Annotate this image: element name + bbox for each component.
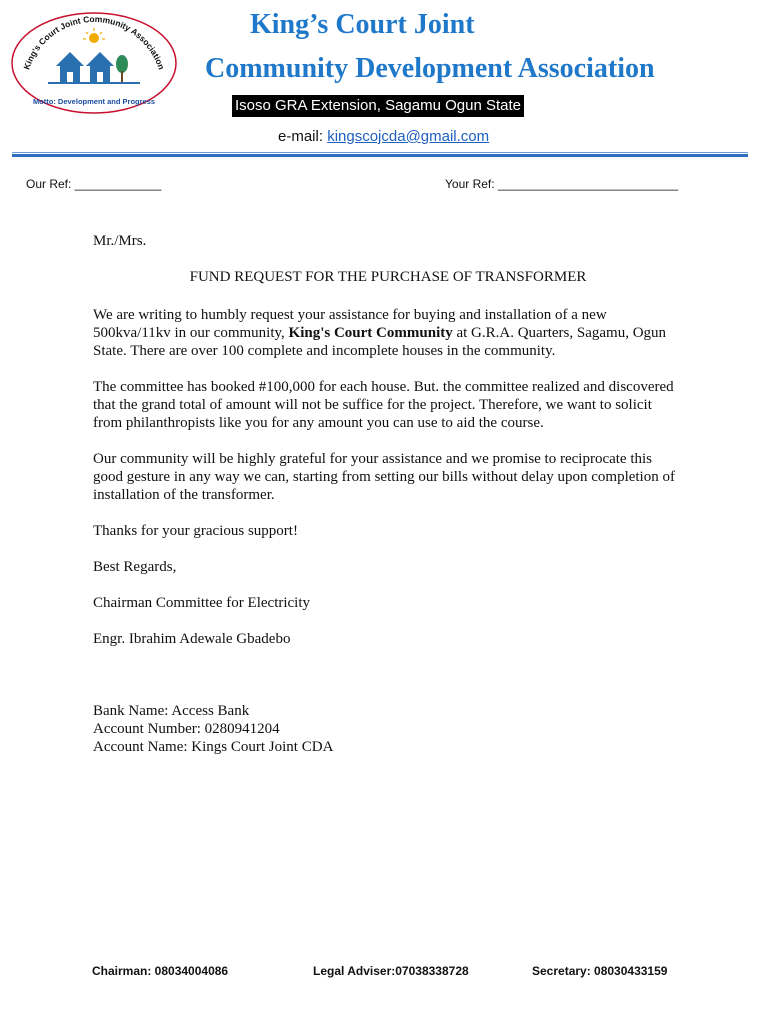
org-name-line-2: Community Development Association	[205, 53, 655, 84]
header-divider-thick	[12, 154, 748, 157]
paragraph-3: Our community will be highly grateful for your assistance and we promise to reciprocate this good gesture in any way we can, starting from setting our bills without delay upon completion of installation of the transformer.	[93, 451, 675, 503]
email-link[interactable]: kingscojcda@gmail.com	[327, 128, 490, 145]
footer-chairman: Chairman: 08034004086	[92, 964, 229, 978]
paragraph-1	[93, 306, 683, 360]
footer-legal-adviser: Legal Adviser:07038338728	[313, 964, 469, 978]
paragraph-2: The committee has booked #100,000 for each house. But. the committee realized and discovered that the grand total of amount will not be suffice for the project. Therefore, we want to solicit from philanthropists like you for any amount you can use to aid the course.	[93, 379, 674, 431]
your-ref: Your Ref: ___________________________	[445, 177, 679, 191]
header-divider-thin	[12, 152, 748, 153]
account-number: Account Number: 0280941204	[93, 721, 280, 737]
email-line	[278, 127, 489, 147]
community-name: King's Court Community	[288, 325, 453, 341]
footer-secretary: Secretary: 08030433159	[532, 964, 668, 978]
account-name: Account Name: Kings Court Joint CDA	[93, 739, 334, 755]
org-address: Isoso GRA Extension, Sagamu Ogun State	[232, 95, 524, 117]
signer-title: Chairman Committee for Electricity	[93, 595, 311, 611]
letter-body	[93, 232, 683, 756]
letter-subject: FUND REQUEST FOR THE PURCHASE OF TRANSFORMER	[189, 269, 587, 285]
closing-line: Best Regards,	[93, 559, 177, 575]
salutation: Mr./Mrs.	[93, 233, 147, 249]
logo-motto: Motto: Development and Progress	[32, 97, 156, 106]
signer-name: Engr. Ibrahim Adewale Gbadebo	[93, 631, 291, 647]
association-logo	[8, 8, 180, 114]
bank-name: Bank Name: Access Bank	[93, 703, 250, 719]
org-name-line-1: King’s Court Joint	[250, 9, 475, 40]
thanks-line: Thanks for your gracious support!	[93, 523, 298, 539]
paragraph-1-start: We are writing to humbly request your assistance for buying and installation of a new 500kva/11kv in our community,	[93, 307, 607, 341]
email-label: e-mail:	[278, 128, 328, 145]
logo-ring-text: King's Court Joint Community Association	[21, 13, 167, 71]
paragraph-1-end: at G.R.A. Quarters, Sagamu, Ogun State. There are over 100 complete and incomplete houses in the community.	[93, 325, 667, 359]
our-ref: Our Ref: _____________	[26, 177, 162, 191]
